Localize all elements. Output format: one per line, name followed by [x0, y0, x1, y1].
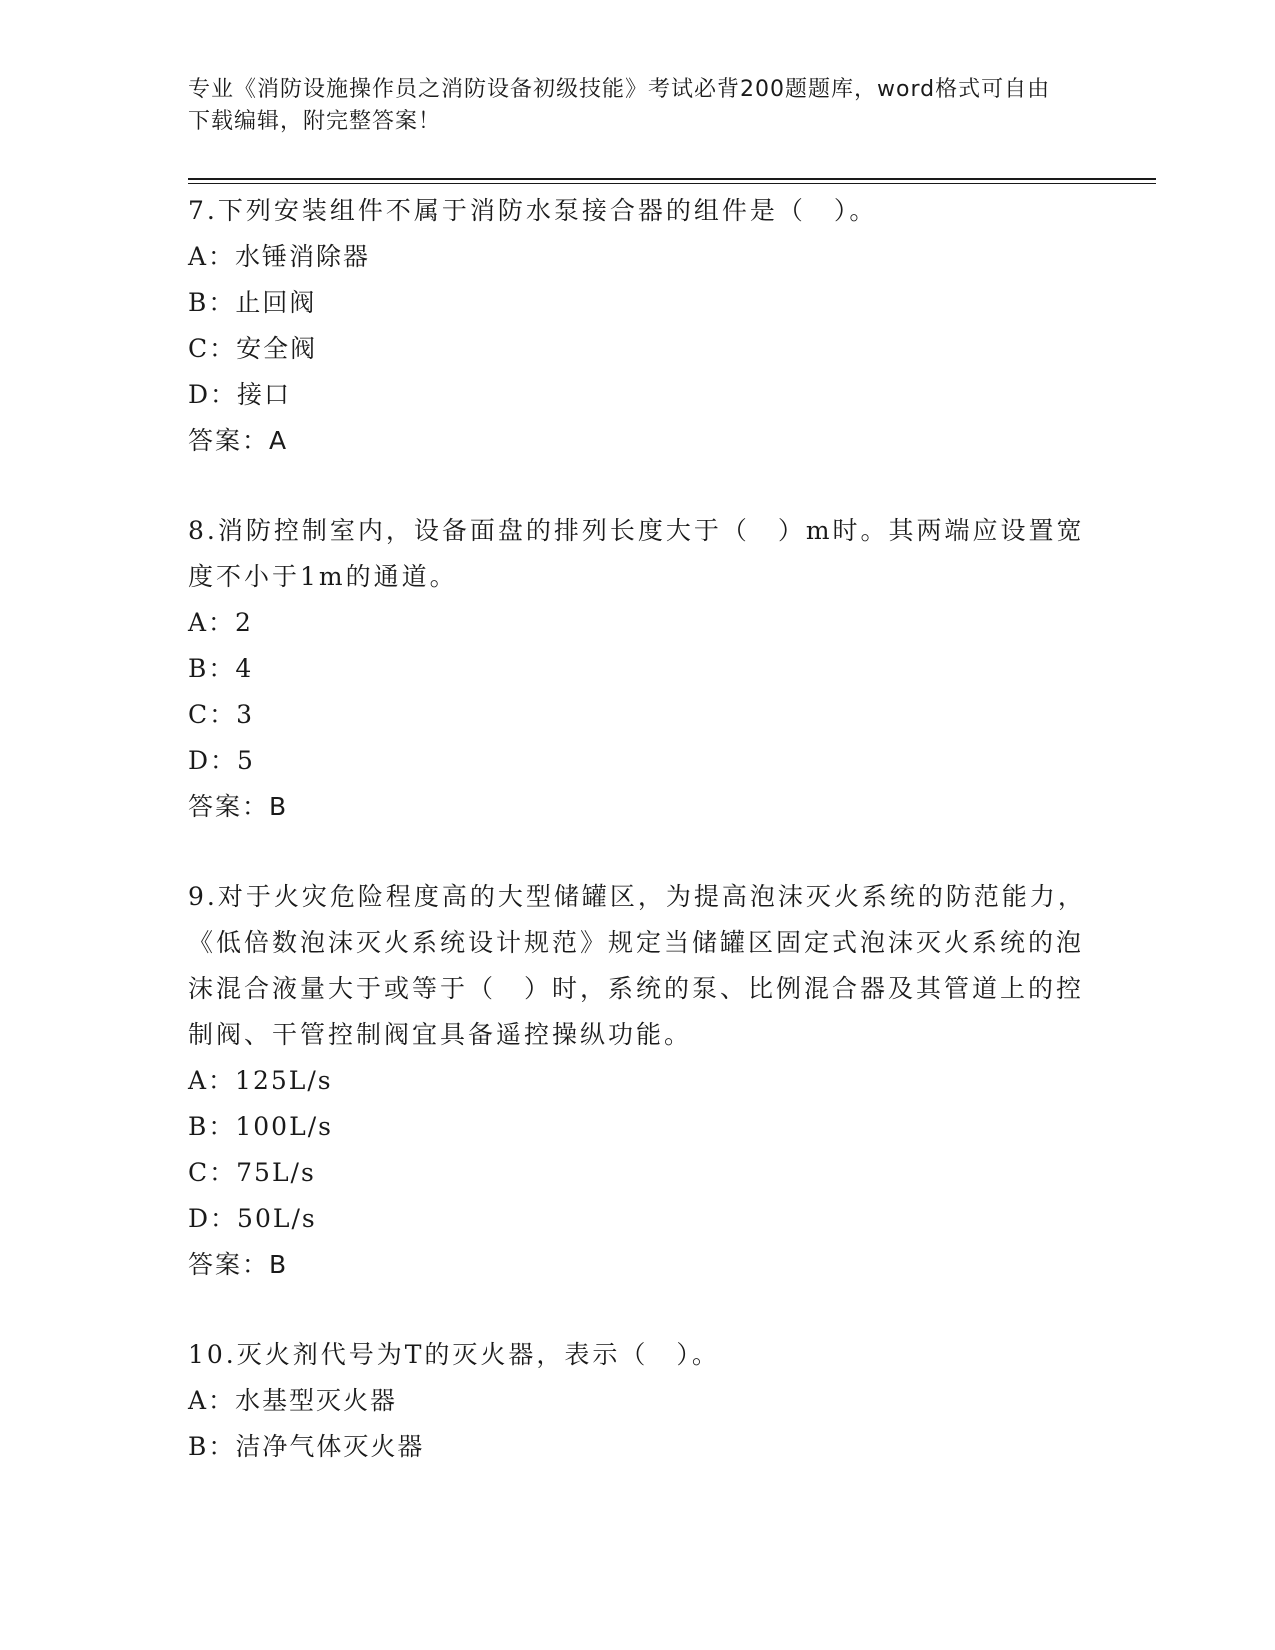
option-b: B：洁净气体灭火器 [188, 1432, 425, 1461]
option-a: A：水锤消除器 [188, 242, 371, 271]
question-list [188, 188, 1088, 1470]
option-d: D：接口 [188, 380, 292, 409]
answer-line: 答案：B [188, 1250, 289, 1279]
question-9 [188, 874, 1088, 1288]
option-b: B：4 [188, 654, 254, 683]
option-c: C：3 [188, 700, 255, 729]
answer-line: 答案：B [188, 792, 289, 821]
option-a: A：水基型灭火器 [188, 1386, 398, 1415]
header-divider-thin [188, 183, 1156, 184]
option-d: D：5 [188, 746, 255, 775]
question-10 [188, 1332, 1088, 1470]
question-stem: 8.消防控制室内，设备面盘的排列长度大于（ ）m时。其两端应设置宽度不小于1m的通道。 [188, 516, 1085, 591]
question-stem: 7.下列安装组件不属于消防水泵接合器的组件是（ ）。 [188, 196, 878, 225]
option-d: D：50L/s [188, 1204, 317, 1233]
header-divider-thick [188, 178, 1156, 180]
option-b: B：100L/s [188, 1112, 333, 1141]
question-stem: 9.对于火灾危险程度高的大型储罐区，为提高泡沫灭火系统的防范能力，《低倍数泡沫灭火系统设计规范》规定当储罐区固定式泡沫灭火系统的泡沫混合液量大于或等于（ ）时，系统的泵、比例混合器及其管道上的控制阀、干管控制阀宜具备遥控操纵功能。 [188, 882, 1086, 1049]
document-header: 专业《消防设施操作员之消防设备初级技能》考试必背200题题库，word格式可自由下载编辑，附完整答案！ [188, 77, 1051, 134]
question-spacer [188, 830, 1088, 874]
option-c: C：75L/s [188, 1158, 316, 1187]
question-7 [188, 188, 1088, 464]
option-a: A：2 [188, 608, 253, 637]
option-a: A：125L/s [188, 1066, 333, 1095]
question-spacer [188, 1288, 1088, 1332]
question-spacer [188, 464, 1088, 508]
answer-line: 答案：A [188, 426, 289, 455]
question-8 [188, 508, 1088, 830]
option-c: C：安全阀 [188, 334, 318, 363]
question-stem: 10.灭火剂代号为T的灭火器，表示（ ）。 [188, 1340, 720, 1369]
option-b: B：止回阀 [188, 288, 317, 317]
